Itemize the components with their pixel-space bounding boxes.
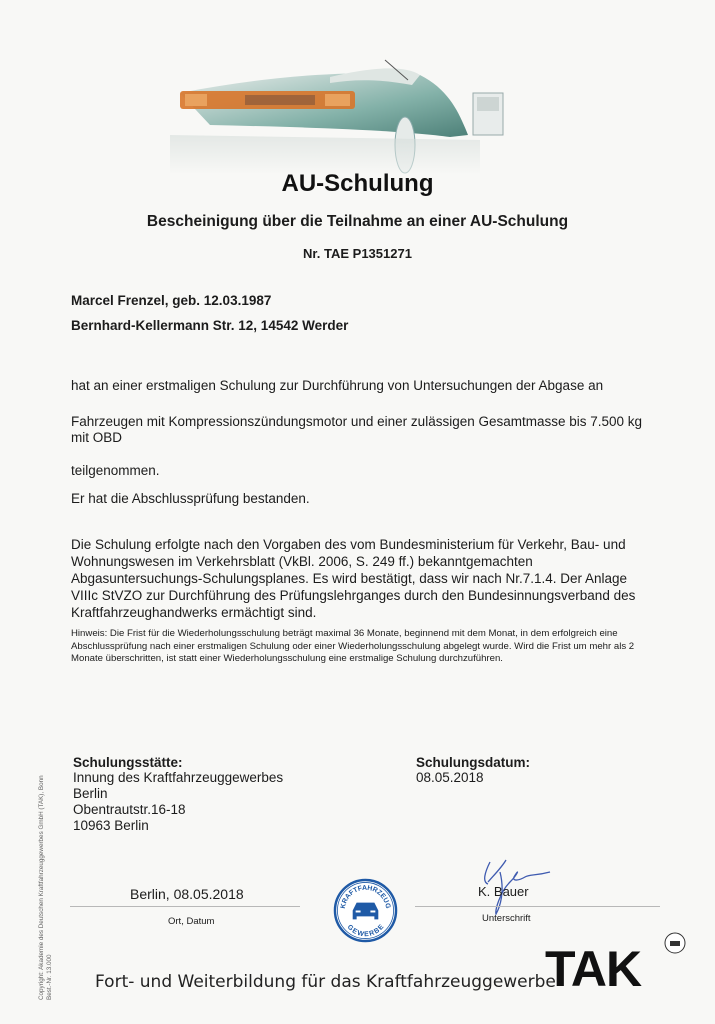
car-illustration <box>150 55 530 180</box>
tak-mini-seal-icon <box>664 932 686 954</box>
venue-line-1: Innung des Kraftfahrzeuggewerbes <box>73 770 284 785</box>
signature-label: Unterschrift <box>482 913 531 924</box>
place-date-label: Ort, Datum <box>168 916 215 927</box>
signer-name: K. Bauer <box>478 884 529 899</box>
kraftfahrzeug-gewerbe-seal-icon <box>333 878 398 943</box>
body-paragraph-2: Fahrzeugen mit Kompressionszündungsmotor und einer zulässigen Gesamtmasse bis 7.500 kg mit OBD <box>71 414 643 445</box>
copyright-line-1: Copyright: Akademie des Deutschen Kraftfahrzeuggewerbes GmbH (TAK), Bonn <box>38 775 45 1000</box>
participant-name: Marcel Frenzel, geb. 12.03.1987 <box>71 293 272 308</box>
body-paragraph-1: hat an einer erstmaligen Schulung zur Durchführung von Untersuchungen der Abgase an <box>71 378 604 393</box>
training-date-value: 08.05.2018 <box>416 770 484 785</box>
copyright-line-2: Best.-Nr. 13.000 <box>46 954 53 1000</box>
training-date-block <box>416 755 530 786</box>
venue-line-2: Berlin <box>73 786 108 801</box>
footer-tagline: Fort- und Weiterbildung für das Kraftfahrzeuggewerbe <box>95 972 556 992</box>
document-subtitle: Bescheinigung über die Teilnahme an einer AU-Schulung <box>146 213 569 230</box>
venue-block <box>73 755 283 834</box>
body-paragraph-5: Die Schulung erfolgte nach den Vorgaben des vom Bundesministerium für Verkehr, Bau- und Wohnungswesen im Verkehrsblatt (VkBl. 2006, S. 249 ff.) bekanntgemachten Abgasuntersuchungs-Schulungsplanes. Es wird bestätigt, dass wir nach Nr.7.1.4. Der Anlage VIIIc StVZO zur Durchführung des Prüfungslehrganges durch den Bundesinnungsverband des Kraftfahrzeughandwerks ermächtigt sind. <box>71 537 636 620</box>
venue-label: Schulungsstätte: <box>73 755 183 770</box>
participant-address: Bernhard-Kellermann Str. 12, 14542 Werder <box>71 318 349 333</box>
venue-line-4: 10963 Berlin <box>73 818 149 833</box>
body-paragraph-4: Er hat die Abschlussprüfung bestanden. <box>71 491 310 506</box>
signature-line <box>415 906 660 907</box>
body-paragraph-3: teilgenommen. <box>71 463 160 478</box>
hint-note: Hinweis: Die Frist für die Wiederholungsschulung beträgt maximal 36 Monate, beginnend mit dem Monat, in dem erfolgreich eine Abschlussprüfung nach einer erstmaligen Schulung oder einer Wiederholungsschulung abgelegt wurde. Wird die Frist um mehr als 2 Monate überschritten, ist statt einer Wiederholungsschulung eine erstmalige Schulung durchzuführen. <box>71 628 635 664</box>
certificate-number: Nr. TAE P1351271 <box>303 246 412 261</box>
document-title: AU-Schulung <box>281 170 434 197</box>
tak-logo: TAK <box>545 941 642 997</box>
seal-bottom-text: GEWERBE <box>345 923 386 939</box>
venue-line-3: Obentrautstr.16-18 <box>73 802 186 817</box>
seal-top-text: KRAFTFAHRZEUG <box>339 884 392 910</box>
training-date-label: Schulungsdatum: <box>416 755 530 770</box>
place-date-line <box>70 906 300 907</box>
copyright-note <box>38 775 54 1000</box>
place-date: Berlin, 08.05.2018 <box>130 886 244 902</box>
